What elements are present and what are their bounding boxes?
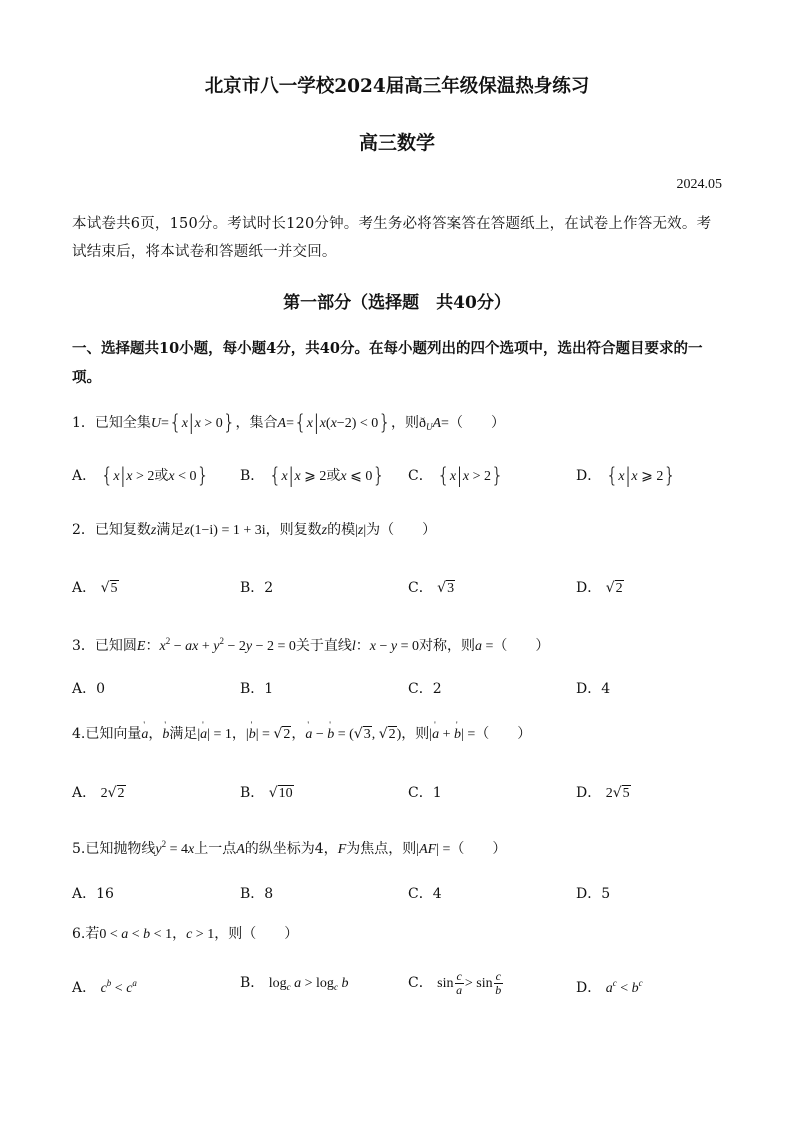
option-label: A．16: [72, 886, 114, 902]
option-label: C．1: [408, 785, 442, 801]
option-label: D．4: [576, 681, 611, 697]
option-label: D．5: [576, 886, 611, 902]
q2-option-a[interactable]: A． √5: [72, 580, 118, 596]
q1-option-d[interactable]: D． {x|x ⩾ 2}: [576, 463, 677, 487]
option-label: D．: [576, 468, 602, 484]
question-number: 1．: [72, 415, 95, 431]
q6-option-a[interactable]: A． $c^b < c^a$: [72, 978, 137, 996]
q1-option-b[interactable]: B． {x|x ⩾ 2或x ⩽ 0}: [240, 463, 386, 487]
q4-option-d[interactable]: D． 2√5: [576, 785, 630, 801]
question-2: 2．已知复数z满足z(1−i) = 1 + 3i，则复数z的模|z|为（ ）: [72, 522, 437, 538]
section-title: 一、选择题共10小题，每小题4分，共40分。在每小题列出的四个选项中，选出符合题目要求的一项。: [72, 340, 703, 386]
q4-option-a[interactable]: A． 2√2: [72, 785, 125, 801]
q3-option-b[interactable]: [240, 677, 273, 701]
question-text: ，则: [390, 415, 419, 431]
question-text: （ ）: [448, 415, 505, 431]
option-label: A．: [72, 785, 97, 801]
option-label: D．: [576, 785, 602, 801]
question-number: 5.: [72, 841, 86, 857]
question-number: 4.: [72, 726, 86, 742]
option-label: C．: [408, 468, 433, 484]
question-text: 上一点: [194, 841, 237, 857]
option-label: A．: [72, 468, 97, 484]
option-label: C．: [408, 580, 433, 596]
q3-option-c[interactable]: [408, 677, 442, 701]
question-text: 为焦点，则: [346, 841, 417, 857]
question-text: ，集合: [235, 415, 278, 431]
question-text: 对称，则: [419, 638, 476, 654]
q5-option-d[interactable]: [576, 882, 610, 906]
question-number: 2．: [72, 522, 95, 538]
question-text: 已知抛物线: [85, 841, 156, 857]
option-label: B．8: [240, 886, 274, 902]
q6-option-b[interactable]: B． $\log_c a > \log_c b$: [240, 975, 349, 992]
part-title: 第一部分（选择题 共40分）: [283, 293, 511, 313]
question-text: ，则（ ）: [214, 926, 299, 942]
option-label: A．: [72, 580, 97, 596]
question-text: 为（ ）: [366, 522, 437, 538]
question-text: 已知复数: [94, 522, 151, 538]
q3-option-a[interactable]: [72, 677, 105, 701]
q1-option-c[interactable]: C． {x|x > 2}: [408, 463, 504, 487]
option-label: C．2: [408, 681, 442, 697]
option-label: D．: [576, 980, 602, 996]
question-text: ，则: [401, 726, 430, 742]
option-label: B．: [240, 975, 265, 991]
q5-option-a[interactable]: [72, 882, 114, 906]
q5-option-b[interactable]: [240, 882, 273, 906]
question-text: 的纵坐标为4，: [244, 841, 338, 857]
exam-title: 北京市八一学校2024届高三年级保温热身练习: [204, 76, 590, 97]
q6-option-d[interactable]: D． $a^c < b^c$: [576, 978, 643, 996]
question-text: 已知全集: [94, 415, 151, 431]
question-text: 已知向量: [85, 726, 142, 742]
question-text: 满足: [156, 522, 185, 538]
question-text: 满足: [169, 726, 198, 742]
question-text: （ ）: [475, 726, 532, 742]
question-number: 3．: [72, 638, 95, 654]
question-text: （ ）: [450, 841, 507, 857]
formula: U: [150, 416, 162, 431]
q6-option-c[interactable]: C． sin $\frac{c}{a}$ > sin $\frac{c}{b}$: [408, 968, 502, 997]
question-text: 的模: [327, 522, 356, 538]
q3-option-d[interactable]: [576, 677, 610, 701]
exam-subtitle: 高三数学: [358, 132, 435, 154]
option-label: B．: [240, 468, 265, 484]
option-label: B．: [240, 785, 265, 801]
q2-option-c[interactable]: C． √3: [408, 580, 455, 596]
option-label: D．: [576, 580, 602, 596]
question-3: 3．已知圆E：$x^2$ − ax + $y^2 - 2y - 2 = 0$关于直线l：x − y = 0对称，则a =（ ）: [72, 636, 550, 654]
question-6: 6.若0 < a < b < 1，c > 1，则（ ）: [72, 926, 299, 942]
q5-option-c[interactable]: [408, 882, 442, 906]
question-5: 5.已知抛物线$y^2 = 4x$上一点A的纵坐标为4，F为焦点，则|AF| =（ ）: [72, 839, 507, 857]
option-label: A．0: [72, 681, 106, 697]
option-label: A．: [72, 980, 97, 996]
q4-option-c[interactable]: [408, 781, 442, 805]
q2-option-b[interactable]: [240, 576, 273, 600]
option-label: B．2: [240, 580, 274, 596]
exam-instructions: 本试卷共6页，150分。考试时长120分钟。考生务必将答案答在答题纸上，在试卷上作答无效。考试结束后，将本试卷和答题纸一并交回。: [72, 216, 712, 260]
q4-option-b[interactable]: B． √10: [240, 785, 293, 801]
question-4: 4.已知向量' a，' b满足|' a| = 1，|' b| = √2，' a − ' b = (√3, √2)，则|' a + ' b| =（ ）: [72, 722, 531, 746]
exam-date: 2024.05: [676, 177, 722, 192]
option-label: C．: [408, 975, 433, 991]
question-text: ，则复数: [265, 522, 322, 538]
question-text: （ ）: [493, 638, 550, 654]
question-1: 1．已知全集U={x|x > 0}，集合A={x|x(x−2) < 0}，则$ð_UA=$（ ）: [72, 410, 505, 434]
option-label: C．4: [408, 886, 442, 902]
q1-option-a[interactable]: A． {x|x > 2或x < 0}: [72, 463, 210, 487]
question-text: 若: [85, 926, 100, 942]
option-label: B．1: [240, 681, 274, 697]
question-text: 关于直线: [295, 638, 352, 654]
q2-option-d[interactable]: D． √2: [576, 580, 623, 596]
question-text: 已知圆: [94, 638, 137, 654]
question-number: 6.: [72, 926, 86, 942]
